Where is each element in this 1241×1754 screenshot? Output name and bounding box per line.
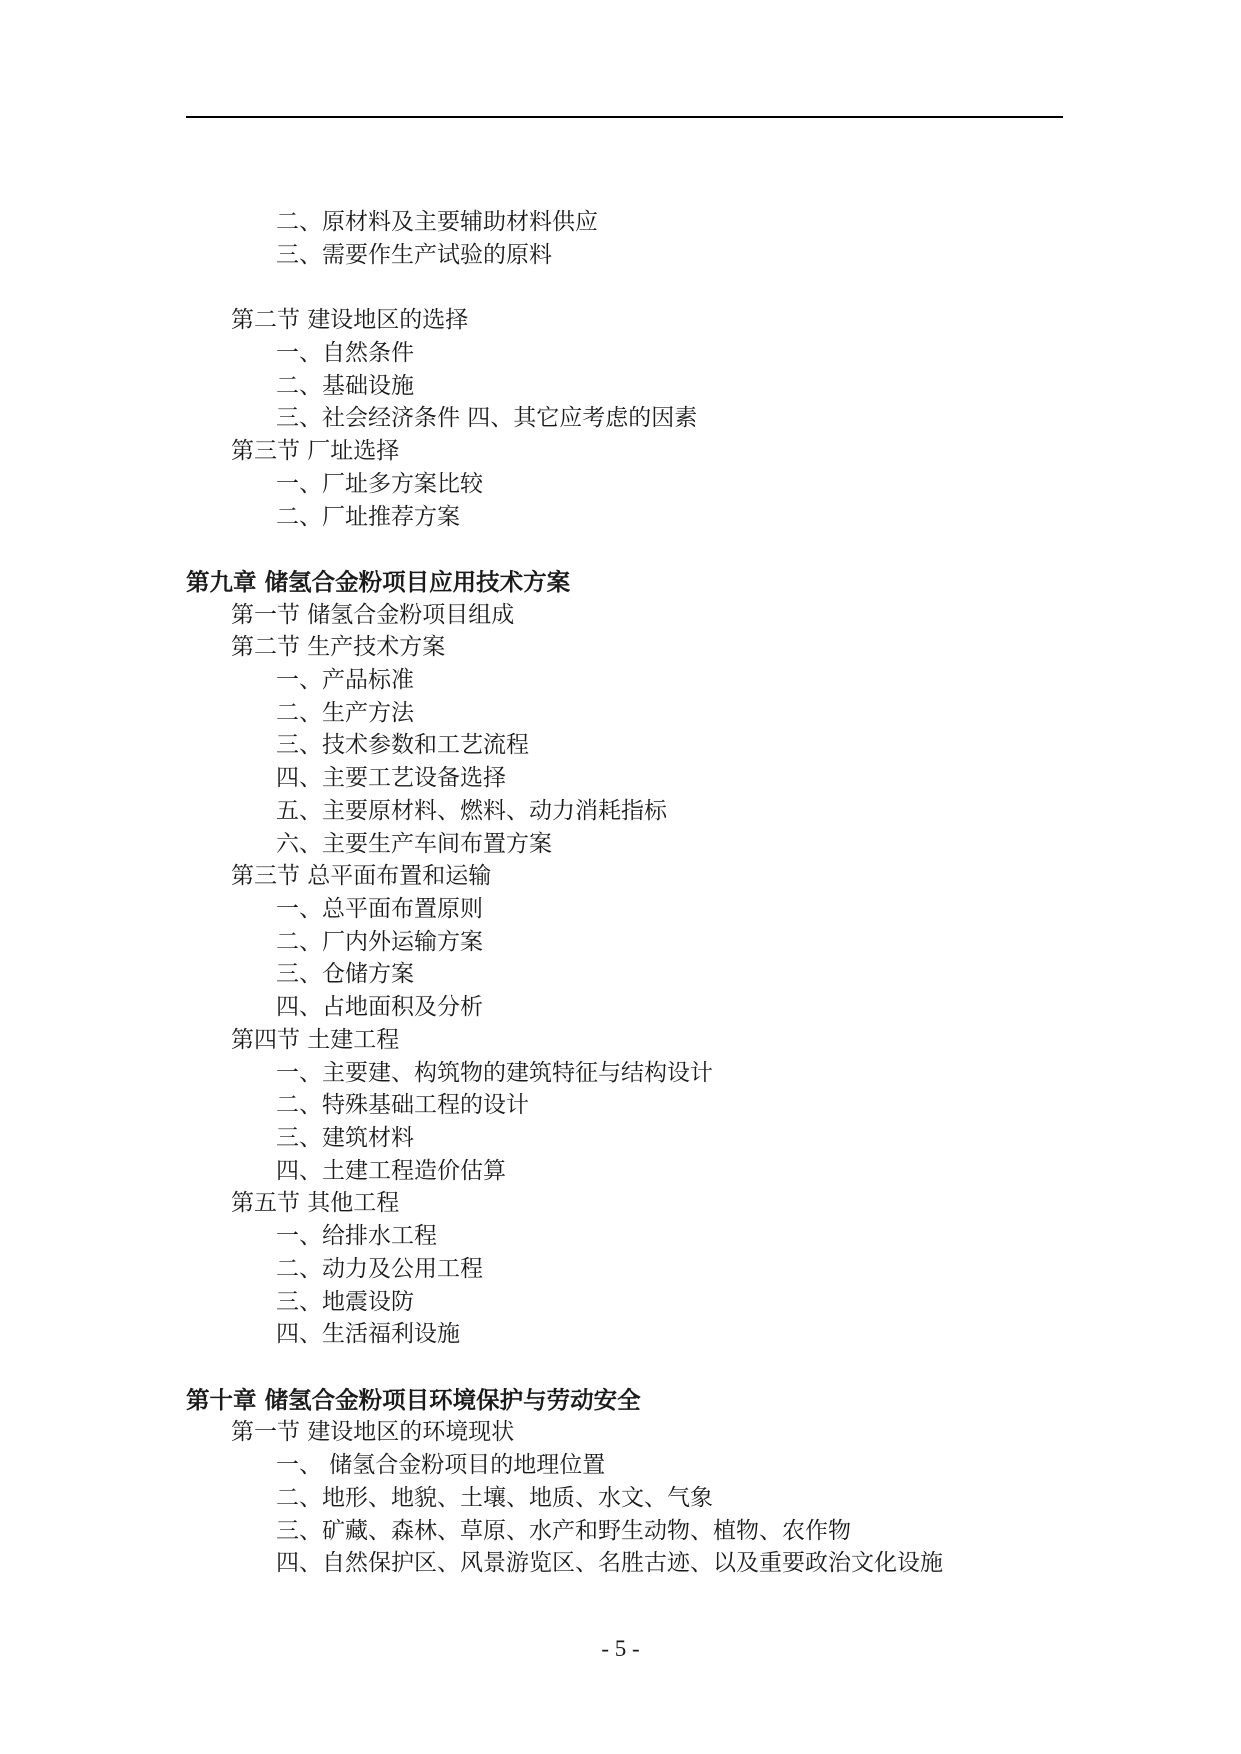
toc-item: 五、主要原材料、燃料、动力消耗指标	[276, 798, 667, 824]
toc-item: 一、总平面布置原则	[276, 896, 483, 922]
toc-section: 第一节 储氢合金粉项目组成	[231, 602, 515, 628]
toc-section: 第二节 生产技术方案	[231, 634, 446, 660]
toc-chapter: 第十章 储氢合金粉项目环境保护与劳动安全	[186, 1386, 641, 1414]
toc-chapter: 第九章 储氢合金粉项目应用技术方案	[186, 568, 571, 596]
toc-item: 一、给排水工程	[276, 1223, 437, 1249]
toc-item: 一、产品标准	[276, 667, 414, 693]
toc-section: 第四节 土建工程	[231, 1027, 400, 1053]
header-rule	[186, 116, 1063, 118]
toc-item: 一、 储氢合金粉项目的地理位置	[276, 1452, 606, 1478]
toc-item: 二、厂内外运输方案	[276, 929, 483, 955]
toc-item: 二、生产方法	[276, 700, 414, 726]
toc-item: 三、社会经济条件 四、其它应考虑的因素	[276, 405, 698, 431]
toc-item: 三、需要作生产试验的原料	[276, 242, 552, 268]
toc-item: 三、地震设防	[276, 1289, 414, 1315]
toc-item: 三、矿藏、森林、草原、水产和野生动物、植物、农作物	[276, 1518, 851, 1544]
toc-section: 第二节 建设地区的选择	[231, 307, 469, 333]
toc-section: 第三节 厂址选择	[231, 438, 400, 464]
toc-section: 第五节 其他工程	[231, 1190, 400, 1216]
toc-item: 二、地形、地貌、土壤、地质、水文、气象	[276, 1485, 713, 1511]
toc-section: 第三节 总平面布置和运输	[231, 863, 492, 889]
toc-item: 三、技术参数和工艺流程	[276, 732, 529, 758]
toc-item: 二、原材料及主要辅助材料供应	[276, 209, 598, 235]
toc-item: 三、仓储方案	[276, 961, 414, 987]
page-number: - 5 -	[601, 1636, 640, 1661]
toc-item: 二、厂址推荐方案	[276, 504, 460, 530]
toc-item: 四、占地面积及分析	[276, 994, 483, 1020]
toc-item: 四、主要工艺设备选择	[276, 765, 506, 791]
toc-section: 第一节 建设地区的环境现状	[231, 1419, 515, 1445]
toc-item: 二、动力及公用工程	[276, 1256, 483, 1282]
toc-item: 四、生活福利设施	[276, 1321, 460, 1347]
toc-item: 一、主要建、构筑物的建筑特征与结构设计	[276, 1060, 713, 1086]
toc-item: 一、自然条件	[276, 340, 414, 366]
toc-item: 三、建筑材料	[276, 1125, 414, 1151]
toc-item: 一、厂址多方案比较	[276, 471, 483, 497]
toc-item: 二、特殊基础工程的设计	[276, 1092, 529, 1118]
toc-item: 二、基础设施	[276, 373, 414, 399]
toc-item: 六、主要生产车间布置方案	[276, 831, 552, 857]
toc-item: 四、土建工程造价估算	[276, 1158, 506, 1184]
toc-item: 四、自然保护区、风景游览区、名胜古迹、以及重要政治文化设施	[276, 1550, 943, 1576]
